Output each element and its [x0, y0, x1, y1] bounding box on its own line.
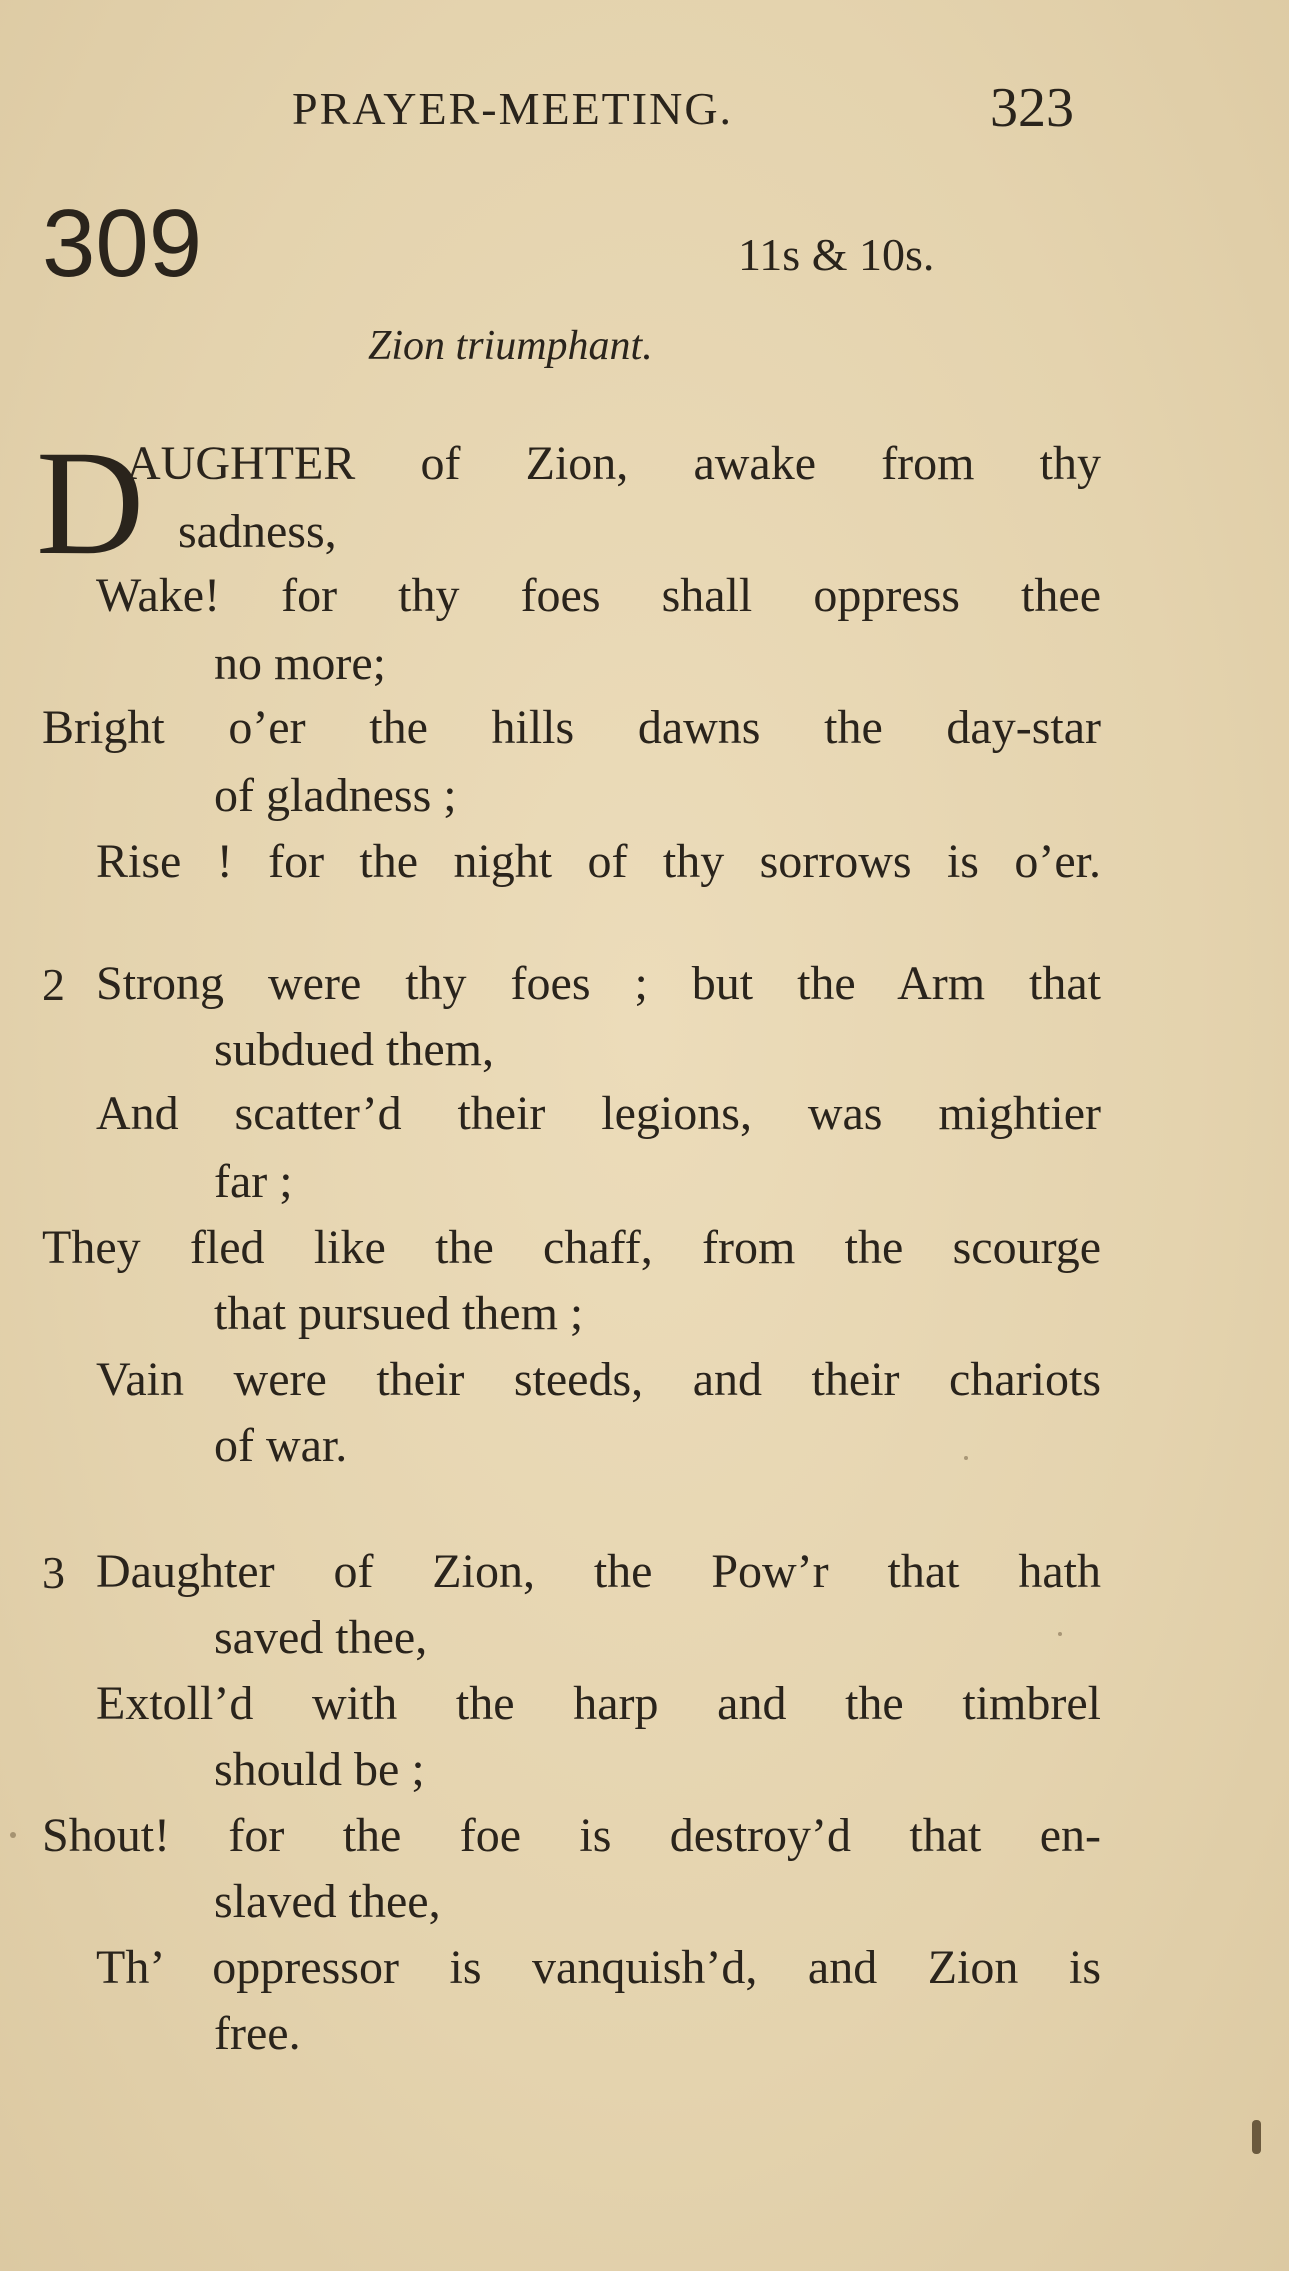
- verse-line: And scatter’d their legions, was mightier: [96, 1087, 1101, 1140]
- verse-line: Shout! for the foe is destroy’d that en-: [42, 1809, 1101, 1862]
- running-title: PRAYER-MEETING.: [292, 83, 734, 134]
- verse-line: They fled like the chaff, from the scourge: [42, 1221, 1101, 1274]
- stanza-number: 2: [42, 959, 65, 1010]
- verse-line: Extoll’d with the harp and the timbrel: [96, 1677, 1101, 1730]
- paper-speck: [964, 1456, 968, 1460]
- verse-line: should be ;: [214, 1743, 425, 1796]
- verse-line: Rise ! for the night of thy sorrows is o’er.: [96, 835, 1101, 888]
- verse-line: Strong were thy foes ; but the Arm that: [96, 957, 1101, 1010]
- verse-line: sadness,: [178, 505, 337, 558]
- verse-line: Th’ oppressor is vanquish’d, and Zion is: [96, 1941, 1101, 1994]
- verse-line: no more;: [214, 637, 386, 690]
- hymn-meter: 11s & 10s.: [738, 229, 935, 280]
- paper-speck: [1058, 1632, 1062, 1636]
- verse-line: Wake! for thy foes shall oppress thee: [96, 569, 1101, 622]
- hymn-number: 309: [42, 190, 203, 297]
- page-number: 323: [990, 77, 1074, 139]
- verse-line: saved thee,: [214, 1611, 428, 1664]
- verse-line: far ;: [214, 1155, 293, 1208]
- paper-speck: [10, 1832, 16, 1838]
- hymn-subtitle: Zion triumphant.: [368, 323, 653, 369]
- verse-line: of gladness ;: [214, 769, 457, 822]
- verse-line: subdued them,: [214, 1023, 494, 1076]
- verse-line: slaved thee,: [214, 1875, 441, 1928]
- drop-cap: D: [36, 420, 145, 586]
- verse-line: Daughter of Zion, the Pow’r that hath: [96, 1545, 1101, 1598]
- verse-line: Bright o’er the hills dawns the day-star: [42, 701, 1101, 754]
- verse-line: that pursued them ;: [214, 1287, 584, 1340]
- paper-mark: [1252, 2120, 1261, 2154]
- verse-line: AUGHTER of Zion, awake from thy: [126, 437, 1101, 490]
- verse-line: free.: [214, 2007, 301, 2060]
- verse-line: of war.: [214, 1419, 348, 1472]
- stanza-number: 3: [42, 1547, 65, 1598]
- verse-line: Vain were their steeds, and their chariots: [96, 1353, 1101, 1406]
